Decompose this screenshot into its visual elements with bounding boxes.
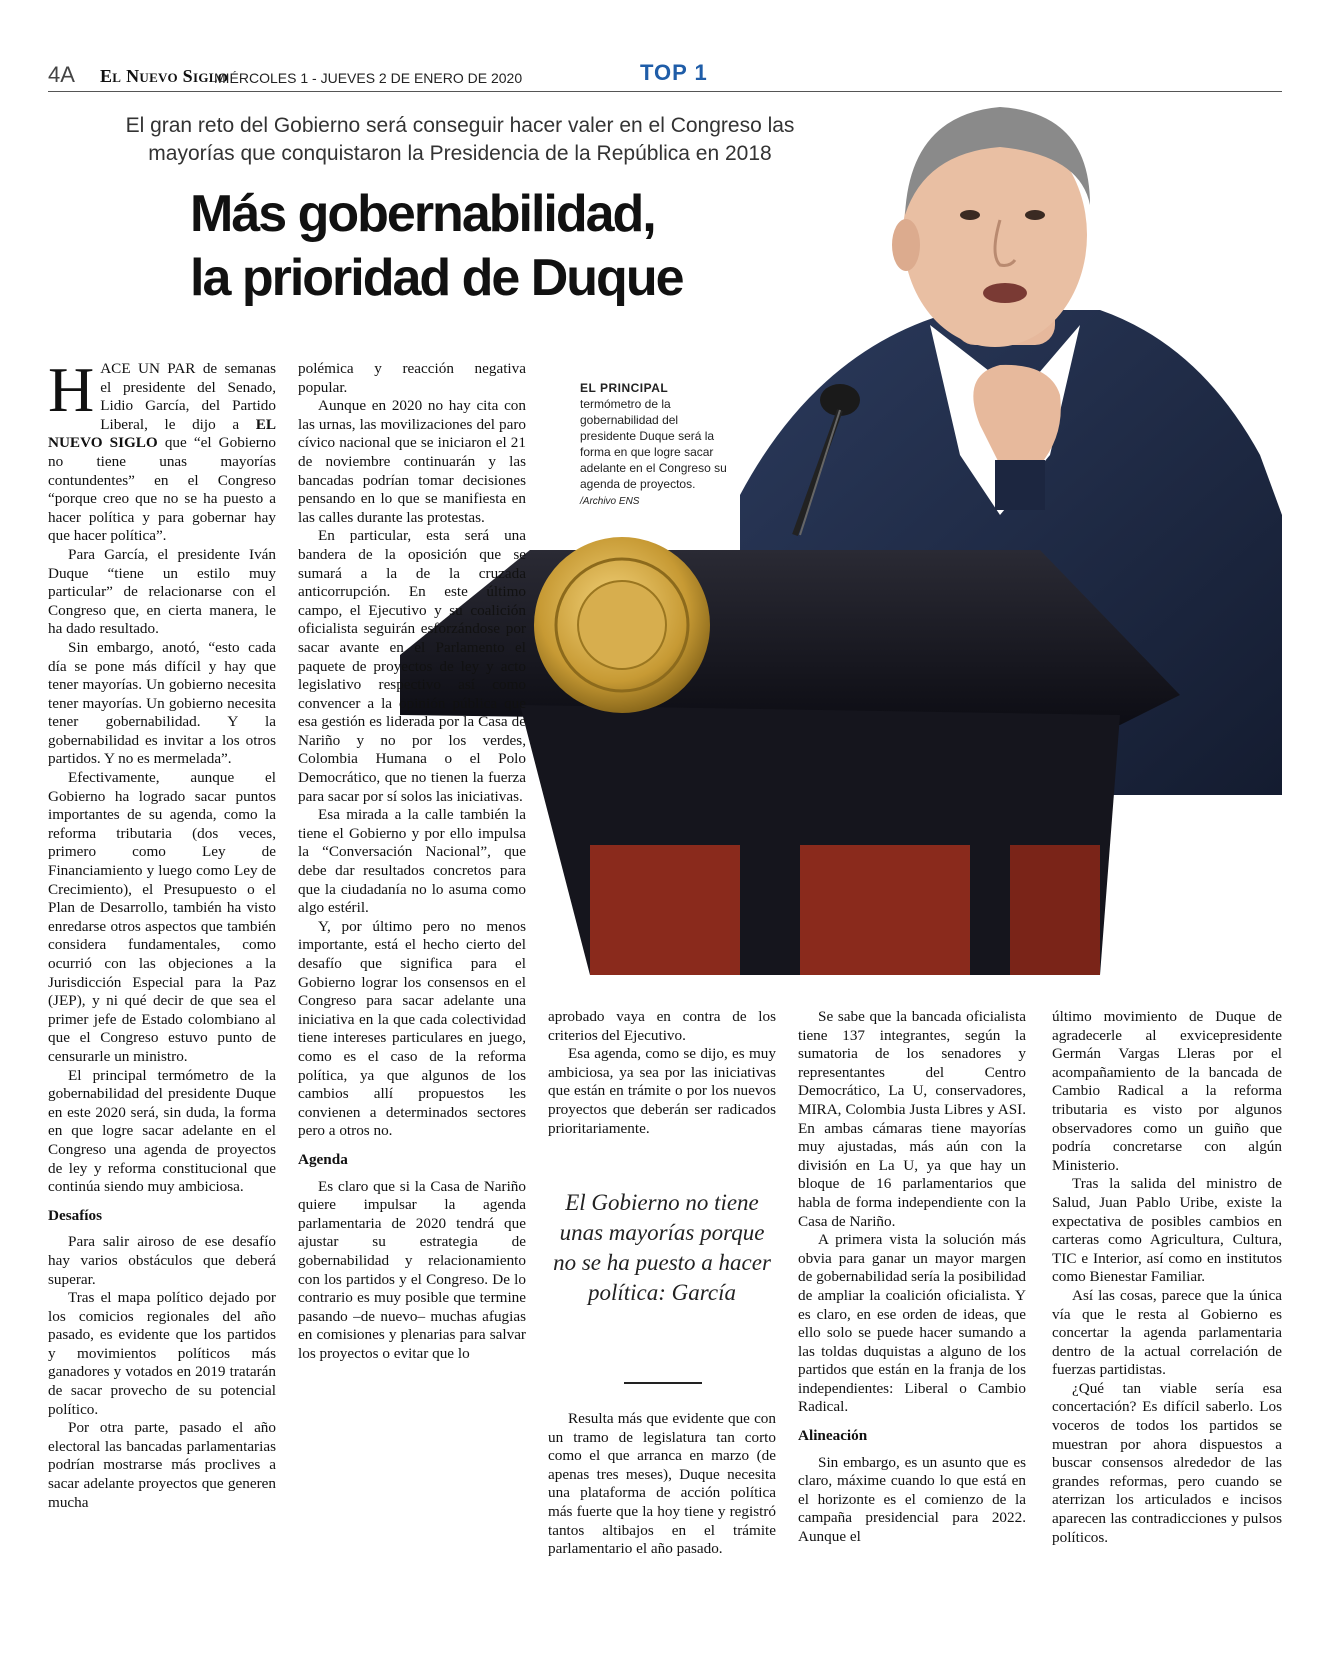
caption-title: EL PRINCIPAL xyxy=(580,381,669,395)
paragraph: Esa mirada a la calle también la tiene el Gobierno y por ello impulsa la “Conversación Nacional”, que debe dar resultados concretos para que la ciudadanía no lo asuma como algo estéril. xyxy=(298,806,526,917)
lead-caps: ACE UN PAR xyxy=(100,360,196,377)
paragraph: Por otra parte, pasado el año electoral las bancadas parlamentarias podrían mostrarse más proclives a sacar adelante proyectos que generen mucha xyxy=(48,1419,276,1511)
paper-name: EL NUEVO SIGLO xyxy=(48,415,276,452)
headline-line-1: Más gobernabilidad, xyxy=(190,185,655,243)
paragraph: Para salir airoso de ese desafío hay varios obstáculos que deberá superar. xyxy=(48,1233,276,1288)
drop-cap: H xyxy=(48,354,95,425)
paragraph: Sin embargo, es un asunto que es claro, máxime cuando lo que está en el horizonte es el comienzo de la campaña presidencial para 2022. Aunque el xyxy=(798,1453,1026,1546)
headline-line-2: la prioridad de Duque xyxy=(190,249,683,307)
headline xyxy=(190,182,750,310)
caption-text: termómetro de la gobernabilidad del presidente Duque será la forma en que logre sacar adelante en el Congreso su agenda de proyectos. xyxy=(580,397,727,491)
paragraph: Aunque en 2020 no hay cita con las urnas, las movilizaciones del paro cívico nacional que se iniciaron el 21 de noviembre continuarán y las bancadas podrían tomar decisiones pensando en lo que se manifiesta en las calles durante las protestas. xyxy=(298,397,526,526)
paragraph: Sin embargo, anotó, “esto cada día se pone más difícil y hay que tener mayorías. Un gobierno necesita tener mayorías. Un gobierno necesita tener gobernabilidad. Y la gobernabilidad es invitar a los otros partidos. Y no es mermelada”. xyxy=(48,638,276,768)
dateline: MIÉRCOLES 1 - JUEVES 2 DE ENERO DE 2020 xyxy=(214,70,523,86)
article-column-2 xyxy=(298,360,526,1363)
paragraph: Efectivamente, aunque el Gobierno ha logrado sacar puntos importantes de su agenda, como la reforma tributaria (dos veces, primero como Ley de Financiamiento y luego como Ley de Crecimiento), el Presupuesto o el Plan de Desarrollo, también ha visto enredarse otros aspectos que también considera fundamentales, como ocurrió con las objeciones a la Jurisdicción Especial para la Paz (JEP), y ni qué decir de que sea el primer jefe de Estado colombiano al que el Congreso estuvo punto de censurarle un ministro. xyxy=(48,769,276,1065)
pull-quote: El Gobierno no tiene unas mayorías porque no se ha puesto a hacer política: García xyxy=(553,1190,771,1305)
header-rule xyxy=(48,91,1282,92)
article-column-3-bottom xyxy=(548,1410,776,1559)
paragraph: Así las cosas, parece que la única vía que le resta al Gobierno es concertar la agenda parlamentaria dentro de la actual correlación de fuerzas partidistas. xyxy=(1052,1286,1282,1379)
subhead-alineacion: Alineación xyxy=(798,1427,868,1445)
paragraph: Se sabe que la bancada oficialista tiene 137 integrantes, según la sumatoria de los senadores y representantes del Centro Democrático, La U, conservadores, MIRA, Colombia Justa Libres y ASI. En ambas cámaras tiene mayorías muy ajustadas, más aún con la división en La U, ya que hay un bloque de 16 parlamentarios que habla de forma independiente con la Casa de Nariño. xyxy=(798,1008,1026,1230)
article-column-3 xyxy=(548,1008,776,1138)
article-column-5 xyxy=(1052,1008,1282,1547)
paragraph: A primera vista la solución más obvia para ganar un mayor margen de gobernabilidad sería la posibilidad de ampliar la coalición oficialista. Y es claro, en ese orden de ideas, que ello solo se puede hacer sumando a las toldas duquistas a alguno de los partidos que están en la franja de los independientes: Liberal o Cambio Radical. xyxy=(798,1231,1026,1416)
paragraph: Resulta más que evidente que con un tramo de legislatura tan corto como el que arranca en marzo (de apenas tres meses), Duque necesita una plataforma de acción política más fuerte que la hoy tiene y registró tantos altibajos en el trámite parlamentario el año pasado. xyxy=(548,1410,776,1558)
paragraph: polémica y reacción negativa popular. xyxy=(298,360,526,396)
paragraph: ¿Qué tan viable sería esa concertación? Es difícil saberlo. Los voceros de todos los partidos se muestran por ahora dispuestos a buscar consensos alrededor de las grandes reformas, pero cuando se aterrizan los articulados e incisos aparecen las contradicciones y pulsos políticos. xyxy=(1052,1379,1282,1546)
pull-quote-rule xyxy=(624,1382,702,1384)
paragraph: Es claro que si la Casa de Nariño quiere impulsar la agenda parlamentaria de 2020 tendrá que ajustar su estrategia de gobernabilidad y relacionamiento con los partidos y el Congreso. De lo contrario es muy posible que termine pasando –de nuevo– muchas afugias en comisiones y plenarias para salvar los proyectos o evitar que lo xyxy=(298,1177,526,1362)
paragraph: último movimiento de Duque de agradecerle al exvicepresidente Germán Vargas Lleras por el acompañamiento de la bancada de Cambio Radical a la reforma tributaria es visto por algunos observadores como un guiño que podría concretarse con algún Ministerio. xyxy=(1052,1008,1282,1174)
paragraph: Tras la salida del ministro de Salud, Juan Pablo Uribe, existe la expectativa de posibles cambios en carteras como Agricultura, Cultura, TIC e Interior, así como en institutos como Bienestar Familiar. xyxy=(1052,1175,1282,1286)
article-column-4 xyxy=(798,1008,1026,1547)
paragraph: El principal termómetro de la gobernabilidad del presidente Duque en este 2020 será, sin duda, la forma en que logre sacar adelante en el Congreso una agenda de proyectos de ley y reforma constitucional que continúa siendo muy ambiciosa. xyxy=(48,1066,276,1196)
page-number: 4A xyxy=(48,62,75,87)
subhead-agenda: Agenda xyxy=(298,1150,348,1168)
paragraph: En particular, esta será una bandera de la oposición que se sumará a la de la cruzada anticorrupción. En este último campo, el Ejecutivo y su coalición oficialista seguirán esforzándose por sacar avante en el Parlamento el paquete de proyectos de ley y acto legislativo respectivo así como convencer a la opinión pública que esa gestión es liderada por la Casa de Nariño y no por los verdes, Colombia Humana o el Polo Democrático, que no tienen la fuerza para sacar por sí solos las iniciativas. xyxy=(298,527,526,805)
paragraph: Esa agenda, como se dijo, es muy ambiciosa, ya sea por las iniciativas que están en trámite o por los nuevos proyectos que deberán ser radicados prioritariamente. xyxy=(548,1045,776,1137)
caption-credit: /Archivo ENS xyxy=(580,496,640,507)
paragraph: aprobado vaya en contra de los criterios del Ejecutivo. xyxy=(548,1008,776,1044)
masthead: El Nuevo Siglo xyxy=(100,66,229,86)
paragraph: Y, por último pero no menos importante, está el hecho cierto del desafío que significa para el Gobierno lograr los consensos en el Congreso para sacar adelante una iniciativa en la que cada colectividad tiene intereses particulares en juego, como es el caso de la reforma política, ya que algunos de los cambios allí propuestos les convienen a determinados sectores pero a otros no. xyxy=(298,917,526,1140)
lead-text-a: de semanas el presidente del Senado, Lidio García, del Partido Liberal, le dijo a xyxy=(100,360,276,433)
lead-paragraph xyxy=(48,354,276,546)
section-label: TOP 1 xyxy=(640,60,708,85)
kicker: El gran reto del Gobierno será conseguir hacer valer en el Congreso las mayorías que conquistaron la Presidencia de la República en 2018 xyxy=(125,114,795,165)
lead-text-b: que “el Gobierno no tiene unas mayorías contundentes” en el Congreso “porque creo que no se ha puesto a hacer política y para gobernar hay que hacer política”. xyxy=(48,434,276,545)
subhead-desafios: Desafíos xyxy=(48,1206,102,1224)
paragraph: Tras el mapa político dejado por los comicios regionales del año pasado, es evidente que los partidos y movimientos políticos más ganadores y votados en 2019 tratarán de sacar provecho de su potencial político. xyxy=(48,1289,276,1418)
article-column-1 xyxy=(48,354,276,1512)
paragraph: Para García, el presidente Iván Duque “tiene un estilo muy particular” de relacionarse con el Congreso que, en cierta manera, le ha dado resultado. xyxy=(48,545,276,638)
photo-caption xyxy=(580,380,730,510)
